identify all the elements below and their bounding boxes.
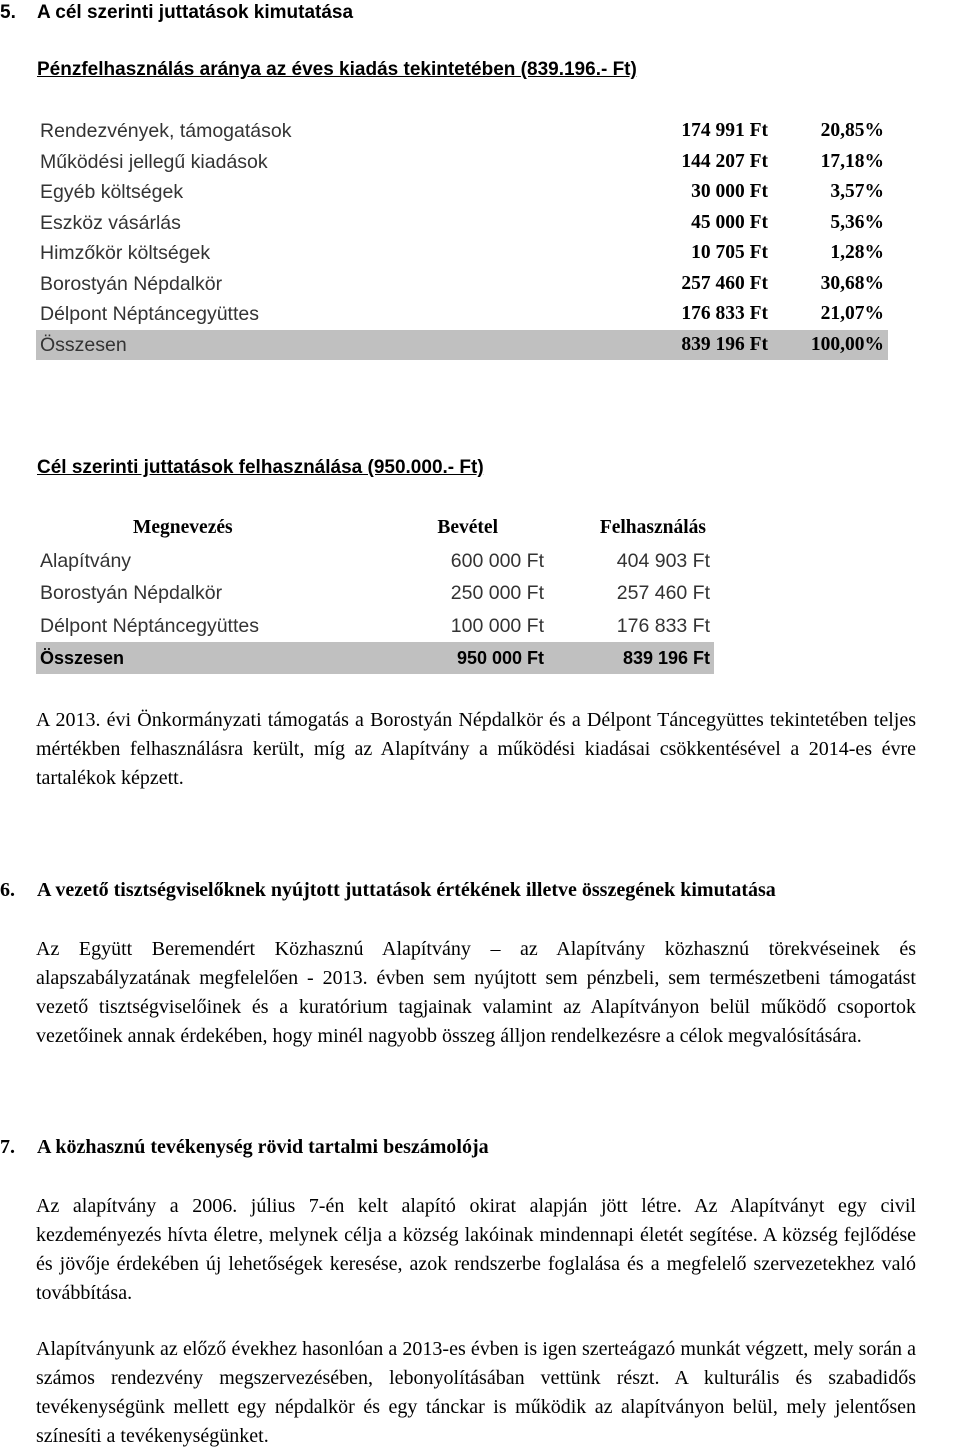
table-total-row <box>36 330 888 360</box>
row-percent: 30,68% <box>820 272 884 294</box>
table-row <box>36 299 888 330</box>
section-6-heading <box>0 879 776 902</box>
row-amount: 257 460 Ft <box>681 272 768 294</box>
row-name: Délpont Néptáncegyüttes <box>40 614 259 637</box>
header-name: Megnevezés <box>133 517 233 538</box>
row-usage: 257 460 Ft <box>616 582 710 604</box>
row-amount: 176 833 Ft <box>681 303 768 324</box>
table-row <box>36 238 888 269</box>
section-5-heading <box>0 2 353 24</box>
row-name: Borostyán Népdalkör <box>40 582 223 604</box>
table-row <box>36 177 888 208</box>
total-usage: 839 196 Ft <box>622 648 710 668</box>
row-amount: 174 991 Ft <box>681 120 768 141</box>
row-amount: 45 000 Ft <box>691 211 768 233</box>
row-percent: 5,36% <box>830 211 884 233</box>
row-usage: 176 833 Ft <box>616 614 710 637</box>
row-percent: 3,57% <box>830 181 884 202</box>
row-income: 600 000 Ft <box>450 549 544 572</box>
header-income: Bevétel <box>437 517 498 538</box>
total-label: Összesen <box>40 648 125 668</box>
section-7-heading <box>0 1136 489 1159</box>
section-5-paragraph: A 2013. évi Önkormányzati támogatás a Borostyán Népdalkör és a Délpont Táncegyüttes tekintetében teljes mértékben felhasználásra került, míg az Alapítvány a működési kiadásai csökkentésével a 2014-es évre tartalékok képzett. <box>36 709 916 789</box>
table-row <box>36 610 714 643</box>
section-title: A közhasznú tevékenység rövid tartalmi beszámolója <box>37 1136 489 1158</box>
row-percent: 20,85% <box>820 120 884 141</box>
table-row <box>36 208 888 239</box>
spending-table <box>36 116 888 360</box>
row-percent: 17,18% <box>820 150 884 172</box>
table-row <box>36 577 714 610</box>
table-row <box>36 269 888 300</box>
row-name: Rendezvények, támogatások <box>40 120 292 142</box>
section-number: 5. <box>0 2 16 23</box>
table-header-row <box>36 512 714 545</box>
section-7-paragraph-2: Alapítványunk az előző évekhez hasonlóan a 2013-es évben is igen szerteágazó munkát végzett, mely során a számos rendezvény megszervezésében, lebonyolításában vettünk részt. A kulturális és szabadidős tevékenységünk mellett egy népdalkör és egy tánckar is működik az alapítványon belül, mely jelentősen színesíti a tevékenységünket. <box>36 1338 916 1447</box>
row-name: Borostyán Népdalkör <box>40 272 223 295</box>
row-name: Eszköz vásárlás <box>40 211 181 234</box>
row-name: Himzőkör költségek <box>40 242 211 264</box>
header-usage: Felhasználás <box>599 517 706 538</box>
allocation-usage-subtitle: Cél szerinti juttatások felhasználása (950.000.- Ft) <box>37 457 484 478</box>
section-number: 6. <box>0 879 15 901</box>
row-amount: 144 207 Ft <box>681 150 768 172</box>
total-income: 950 000 Ft <box>456 648 544 668</box>
row-income: 250 000 Ft <box>450 582 544 604</box>
row-name: Egyéb költségek <box>40 181 184 203</box>
row-amount: 10 705 Ft <box>691 242 768 263</box>
section-7-paragraph-1: Az alapítvány a 2006. július 7-én kelt alapító okirat alapján jött létre. Az Alapítványt egy civil kezdeményezés hívta életre, melynek célja a község lakóinak mindennapi életét segítése. A község fejlődése és jövője érdekében új lehetőségek keresése, azok rendszerbe foglalása és a megfelelő szervezetekhez való továbbítása. <box>36 1195 916 1304</box>
row-name: Délpont Néptáncegyüttes <box>40 303 259 325</box>
table-row <box>36 147 888 178</box>
section-title: A cél szerinti juttatások kimutatása <box>37 2 354 23</box>
row-percent: 21,07% <box>820 303 884 324</box>
row-income: 100 000 Ft <box>450 614 544 637</box>
total-label: Összesen <box>40 333 127 356</box>
row-percent: 1,28% <box>830 242 884 263</box>
table-total-row <box>36 642 714 674</box>
table-row <box>36 116 888 147</box>
row-name: Alapítvány <box>40 549 132 572</box>
spending-ratio-subtitle: Pénzfelhasználás aránya az éves kiadás tekintetében (839.196.- Ft) <box>37 59 637 80</box>
total-percent: 100,00% <box>810 333 884 355</box>
total-amount: 839 196 Ft <box>681 333 768 355</box>
row-usage: 404 903 Ft <box>616 549 710 572</box>
row-amount: 30 000 Ft <box>691 181 768 202</box>
section-title: A vezető tisztségviselőknek nyújtott juttatások értékének illetve összegének kimutatása <box>37 879 776 901</box>
allocation-table <box>36 512 714 674</box>
section-6-paragraph: Az Együtt Beremendért Közhasznú Alapítvány – az Alapítvány közhasznú törekvéseinek és alapszabályzatának megfelelően - 2013. évben sem nyújtott sem pénzbeli, sem természetbeni támogatást vezető tisztségviselőinek és a kuratórium tagjainak valamint az Alapítványon belül működő csoportok vezetőinek annak érdekében, hogy minél nagyobb összeg álljon rendelkezésre a célok megvalósítására. <box>36 938 916 1047</box>
section-number: 7. <box>0 1136 15 1158</box>
table-row <box>36 545 714 578</box>
row-name: Működési jellegű kiadások <box>40 150 268 173</box>
